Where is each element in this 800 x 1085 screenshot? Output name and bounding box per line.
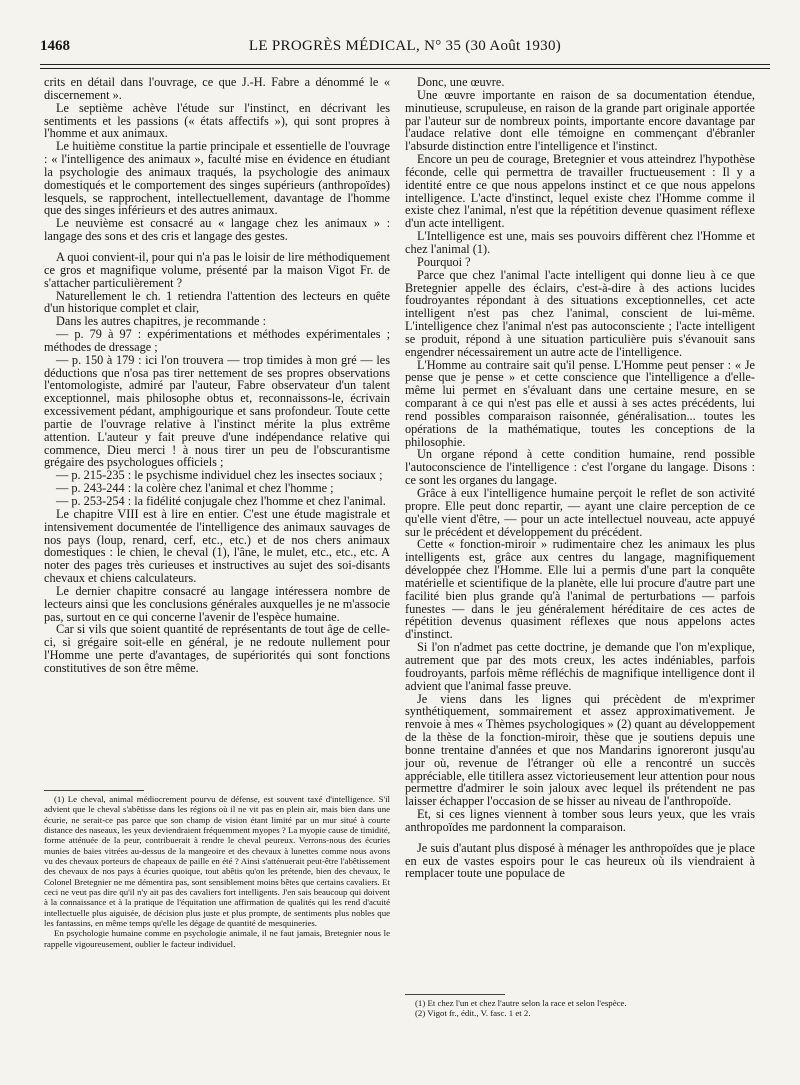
right-footnotes [405,998,755,1019]
paragraph: Si l'on n'admet pas cette doctrine, je demande que l'on m'explique, autrement que par des mots creux, les actes indéniables, parfois foudroyants, parfois même réfléchis de magnifique intelligence dont il advient que l'animal fasse preuve. [405,640,755,693]
footnote: (1) Le cheval, animal médiocrement pourvu de défense, est souvent taxé d'intelligence. S'il advient que le cheval s'abêtisse dans les régions où il ne vit pas en plein air, mais bien dans une écurie, ne serait-ce pas parce que son champ de vision étant limité par un mur situé à courte distance des naseaux, les yeux deviendraient fréquemment myopes ? La myopie cause de timidité, forme atténuée de la peur, contribuerait à rendre le cheval peureux. Verrons-nous des écuries munies de baies vitrées au-dessus de la mangeoire et des chevaux à lunettes comme nous avons vu des chevaux porteurs de chapeaux de paille en été ? Ainsi s'atténuerait peut-être l'abêtissement des chevaux de nos pays à écuries quoique, tout abêtis qu'on les prétende, bien des chevaux, le Colonel Bretegnier ne me démentira pas, sont sensiblement moins bêtes que certains cavaliers. Et ceci ne veut pas dire qu'il n'y ait pas des cavaliers fort intelligents. J'en sais beaucoup qui doivent à la connaissance et à la pratique de l'équitation une affirmation de qualités qui les rend d'acuité intellectuelle plus aiguisée, de décision plus juste et plus prompte, de sentiments plus nobles que les fantassins, en même temps qu'elle les dégage de quantité de mesquineries. [44,794,390,929]
paragraph: — p. 243-244 : la colère chez l'animal et chez l'homme ; [56,481,334,496]
page-header [40,38,770,60]
paragraph: Je suis d'autant plus disposé à ménager les anthropoïdes que je place en eux de vastes espoirs pour le cas heureux où ils viendraient à remplacer toute une populace de [405,840,755,881]
paragraph: Une œuvre importante en raison de sa documentation étendue, minutieuse, scrupuleuse, en raison de la grande part originale apportée par l'auteur sur de nombreux points, importante encore davantage par l'audace relative dont elle témoigne en commençant d'ébranler l'absurde distinction entre l'intelligence et l'instinct. [405,87,755,154]
paragraph: — p. 150 à 179 : ici l'on trouvera — trop timides à mon gré — les déductions que n'osa pas tirer nettement de ses propres observations l'entomologiste, admiré par l'auteur, Fabre observateur d'un talent exceptionnel, mais philosophe obtus et, reconnaissons-le, écrivain excessivement pédant, amphigourique et sans profondeur. Toute cette partie de l'ouvrage relative à l'instinct mérite la plus extrême attention. L'auteur y fait preuve d'une indépendance relative qui commence, Dieu merci ! à nous tirer un peu de l'obscurantisme grégaire des psychologues officiels ; [44,352,390,470]
paragraph: Encore un peu de courage, Bretegnier et vous atteindrez l'hypothèse féconde, celle qui permettra de travailler fructueusement : Il y a identité entre ce que nous appelons instinct et ce que nous appelons intelligence. L'acte d'instinct, lequel existe chez l'Homme comme il existe chez l'animal, n'est que la répétition devenue quasiment réflexe d'un acte intelligent. [405,152,755,231]
paragraph: Cette « fonction-miroir » rudimentaire chez les animaux les plus intelligents est, grâce aux centres du langage, magnifiquement développée chez l'Homme. Elle lui a permis d'une part la conquête matérielle et scientifique de la planète, elle lui procure d'autre part une facilité bien plus grande qu'à l'animal de perturbations — parfois funestes — dans le jeu généralement héréditaire de ces actes de répétition devenus quasiment réflexes que nous appelons actes d'instinct. [405,537,755,642]
paragraph: L'Homme au contraire sait qu'il pense. L'Homme peut penser : « Je pense que je pense » et cette conscience que l'intelligence a d'elle-même lui permet en s'évaluant dans une certaine mesure, en se comparant à ce qui n'est pas elle et aussi à ses actes précédents, lui rend possibles comparaison raisonnée, généralisation... toutes les opérations de la mathématique, toutes les conceptions de la philosophie. [405,357,755,449]
page-number: 1468 [40,38,70,54]
header-rule-bottom [40,68,770,69]
footnote: En psychologie humaine comme en psychologie animale, il ne faut jamais, Bretegnier nous le rappelle vigoureusement, oublier le facteur individuel. [44,928,390,949]
footnote: (2) Vigot fr., édit., V. fasc. 1 et 2. [415,1008,531,1019]
paragraph: Un organe répond à cette condition humaine, rend possible l'autoconscience de l'intelligence : c'est l'organe du langage. Disons : ce sont les organes du langage. [405,447,755,488]
paragraph: Le chapitre VIII est à lire en entier. C'est une étude magistrale et intensivement documentée de l'intelligence des animaux sauvages de nos pays (loup, renard, cerf, etc., etc.) et de nos chers animaux domestiques : le chien, le cheval (1), l'âne, le mulet, etc., etc., etc. A noter des pages très curieuses et instructives au sujet des soi-disants chevaux et chiens calculateurs. [44,506,390,586]
paragraph: Le neuvième est consacré au « langage chez les animaux » : langage des sons et des cris et langage des gestes. [44,216,390,244]
paragraph: Je viens dans les lignes qui précèdent de m'exprimer synthétiquement, sommairement et assez approximativement. Je renvoie à mes « Thèmes psychologiques » (2) quant au développement de la thèse de la fonction-miroir, thèse que je soutiens depuis une bonne trentaine d'années et que nos Mandarins ignoreront jusqu'au jour où, revenue de l'étranger où elle a rencontré un succès appréciable, elle titillera assez victorieusement leur attention pour nous permettre d'admirer le soin jaloux avec lequel ils prétendent ne pas laisser échapper l'occasion de se hisser au niveau de l'anthropoïde. [405,691,755,809]
paragraph: Parce que chez l'animal l'acte intelligent qui donne lieu à ce que Bretegnier appelle des éclairs, c'est-à-dire à des actions lucides foudroyantes répondant à des situations exceptionnelles, cet acte intelligent n'est pas chez l'animal, conscient de lui-même. L'intelligence chez l'animal n'est pas autoconsciente ; l'acte intelligent se produit, répond à une situation particulière puis s'évanouit sans engendrer nécessairement un autre acte de l'intelligence. [405,267,755,359]
paragraph: — p. 79 à 97 : expérimentations et méthodes expérimentales ; méthodes de dressage ; [44,327,390,354]
left-footnotes [44,794,390,949]
paragraph: Le huitième constitue la partie principale et essentielle de l'ouvrage : « l'intelligence des animaux », faculté mise en évidence en étudiant la psychologie des animaux traqués, la psychologie des animaux domestiqués et le comportement des singes supérieurs (anthropoïdes) lesquels, se rapprochent, intellectuellement, davantage de l'homme que des singes inférieurs et des autres animaux. [44,139,390,218]
paragraph: L'Intelligence est une, mais ses pouvoirs diffèrent chez l'Homme et chez l'animal (1). [405,229,755,256]
footnote-divider [44,790,144,791]
right-column [405,76,755,1022]
footnote-divider [405,994,505,995]
paragraph: Le dernier chapitre consacré au langage intéressera nombre de lecteurs ainsi que les conclusions générales auxquelles je ne m'associe pas, surtout en ce qui concerne l'avenir de l'espèce humaine. [44,583,390,624]
journal-title: LE PROGRÈS MÉDICAL, N° 35 (30 Août 1930) [248,38,562,54]
paragraph: — p. 215-235 : le psychisme individuel chez les insectes sociaux ; [56,468,383,483]
paragraph: crits en détail dans l'ouvrage, ce que J.-H. Fabre a dénommé le « discernement ». [44,75,390,102]
paragraph: Et, si ces lignes viennent à tomber sous leurs yeux, que les vrais anthropoïdes me pardonnent la comparaison. [405,807,755,834]
paragraph: Car si vils que soient quantité de représentants de tout âge de celle-ci, si grégaire soit-elle en général, je ne redoute nullement pour l'Homme une perte d'avantages, de supériorités qui sont fonctions constitutives de son être même. [44,622,390,675]
paragraph: Pourquoi ? [417,254,471,269]
paragraph: — p. 253-254 : la fidélité conjugale chez l'homme et chez l'animal. [56,494,386,508]
footnote: (1) Et chez l'un et chez l'autre selon la race et selon l'espèce. [415,998,627,1008]
paragraph: Dans les autres chapitres, je recommande : [56,314,266,329]
header-rule-top [40,64,770,65]
paragraph: A quoi convient-il, pour qui n'a pas le loisir de lire méthodiquement ce gros et magnifique volume, présenté par la maison Vigot Fr. de s'attacher particulièrement ? [44,249,390,290]
paragraph: Donc, une œuvre. [417,75,505,89]
paragraph: Le septième achève l'étude sur l'instinct, en décrivant les sentiments et les passions (« états affectifs »), qui sont propres à l'homme et aux animaux. [44,100,390,141]
paragraph: Naturellement le ch. 1 retiendra l'attention des lecteurs en quête d'un historique complet et clair, [44,288,390,316]
paragraph: Grâce à eux l'intelligence humaine perçoit le reflet de son activité propre. Elle peut donc repartir, — ayant une claire perception de ce qu'elle vient d'être, — pour un acte intellectuel nouveau, acte appuyé sur le précédent et développement du précédent. [405,486,755,539]
